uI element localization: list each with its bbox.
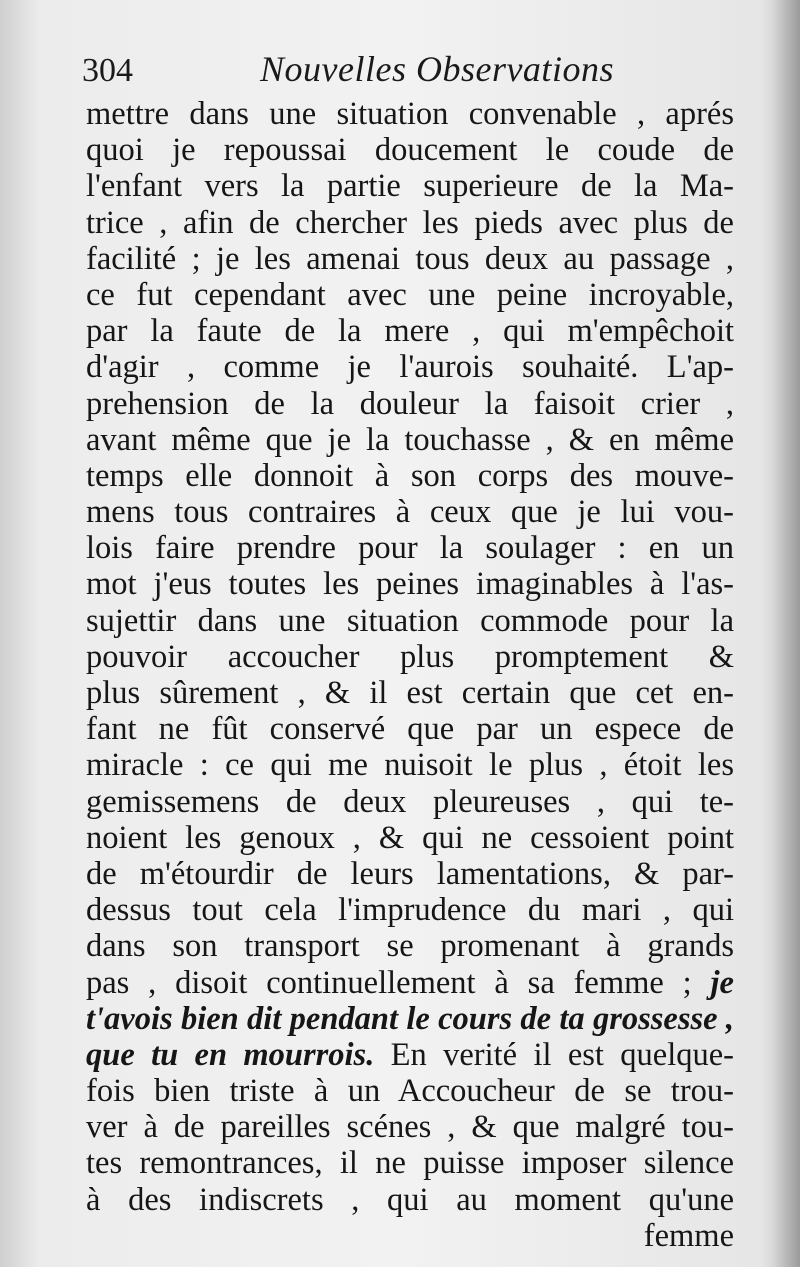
text-line bbox=[86, 747, 734, 783]
text-segment: plus sûrement , & il est certain que cet en- bbox=[86, 675, 734, 711]
text-line bbox=[86, 1001, 734, 1037]
text-segment: miracle : ce qui me nuisoit le plus , étoit les bbox=[86, 747, 734, 784]
italic-segment: je bbox=[710, 964, 734, 1001]
text-segment: par la faute de la mere , qui m'empêchoit bbox=[86, 313, 734, 350]
text-segment: trice , afin de chercher les pieds avec plus de bbox=[86, 204, 734, 241]
text-line bbox=[86, 349, 734, 385]
text-line bbox=[86, 1073, 734, 1109]
text-segment: En verité il est quelque- bbox=[374, 1036, 735, 1073]
text-line bbox=[86, 928, 734, 964]
text-line bbox=[86, 132, 734, 168]
text-line bbox=[86, 168, 734, 204]
italic-segment: t'avois bien dit pendant le cours de ta grossesse , bbox=[86, 1000, 734, 1037]
text-line bbox=[86, 1182, 734, 1218]
text-segment: lois faire prendre pour la soulager : en un bbox=[86, 530, 734, 567]
text-segment: facilité ; je les amenai tous deux au passage , bbox=[86, 240, 734, 277]
text-segment: l'enfant vers la partie superieure de la Ma- bbox=[86, 168, 734, 205]
body-text bbox=[86, 96, 734, 1254]
text-line bbox=[86, 892, 734, 928]
text-segment: tes remontrances, il ne puisse imposer silence bbox=[86, 1145, 734, 1182]
text-segment: fois bien triste à un Accoucheur de se trou- bbox=[86, 1073, 734, 1110]
text-line bbox=[86, 603, 734, 639]
text-line bbox=[86, 711, 734, 747]
text-line bbox=[86, 820, 734, 856]
text-segment: fant ne fût conservé que par un espece de bbox=[86, 711, 734, 748]
text-line bbox=[86, 639, 734, 675]
text-segment: ver à de pareilles scénes , & que malgré tou- bbox=[86, 1109, 734, 1146]
text-line bbox=[86, 856, 734, 892]
text-segment: temps elle donnoit à son corps des mouve- bbox=[86, 457, 734, 494]
text-segment: pouvoir accoucher plus promptement & bbox=[86, 638, 734, 675]
page-number: 304 bbox=[82, 52, 133, 89]
text-segment: sujettir dans une situation commode pour la bbox=[86, 602, 734, 639]
text-segment: dans son transport se promenant à grands bbox=[86, 928, 734, 965]
text-segment: mens tous contraires à ceux que je lui vou- bbox=[86, 494, 734, 531]
text-line bbox=[86, 784, 734, 820]
text-line bbox=[86, 386, 734, 422]
text-line bbox=[86, 1109, 734, 1145]
text-line bbox=[86, 241, 734, 277]
text-line bbox=[86, 205, 734, 241]
text-segment: quoi je repoussai doucement le coude de bbox=[86, 132, 734, 169]
text-line bbox=[86, 1145, 734, 1181]
text-line bbox=[86, 277, 734, 313]
text-line bbox=[86, 422, 734, 458]
text-line bbox=[86, 313, 734, 349]
text-line bbox=[86, 566, 734, 602]
text-segment: dessus tout cela l'imprudence du mari , qui bbox=[86, 892, 734, 929]
text-line bbox=[86, 1037, 734, 1073]
text-line bbox=[86, 96, 734, 132]
page-edge-shadow bbox=[772, 0, 800, 1267]
text-segment: avant même que je la touchasse , & en même bbox=[86, 421, 734, 458]
text-segment: pas , disoit continuellement à sa femme ; bbox=[86, 964, 711, 1001]
text-segment: ce fut cependant avec une peine incroyable, bbox=[86, 276, 734, 313]
running-title: Nouvelles Observations bbox=[260, 49, 614, 89]
text-line bbox=[86, 458, 734, 494]
text-line bbox=[86, 494, 734, 530]
text-line bbox=[86, 530, 734, 566]
text-segment: gemissemens de deux pleureuses , qui te- bbox=[86, 783, 734, 820]
page-header bbox=[82, 48, 732, 94]
text-segment: noient les genoux , & qui ne cessoient point bbox=[86, 819, 734, 856]
text-line bbox=[86, 965, 734, 1001]
text-segment: d'agir , comme je l'aurois souhaité. L'ap- bbox=[86, 349, 734, 386]
text-segment: mot j'eus toutes les peines imaginables à l'as- bbox=[86, 566, 734, 603]
text-segment: de m'étourdir de leurs lamentations, & par- bbox=[86, 855, 734, 892]
text-segment: prehension de la douleur la faisoit crier , bbox=[86, 385, 734, 422]
text-line bbox=[86, 675, 734, 711]
text-segment: à des indiscrets , qui au moment qu'une bbox=[86, 1181, 734, 1218]
text-segment: femme bbox=[643, 1217, 734, 1254]
text-line bbox=[86, 1218, 734, 1254]
text-segment: mettre dans une situation convenable , aprés bbox=[86, 96, 734, 132]
italic-segment: que tu en mourrois. bbox=[86, 1036, 375, 1073]
